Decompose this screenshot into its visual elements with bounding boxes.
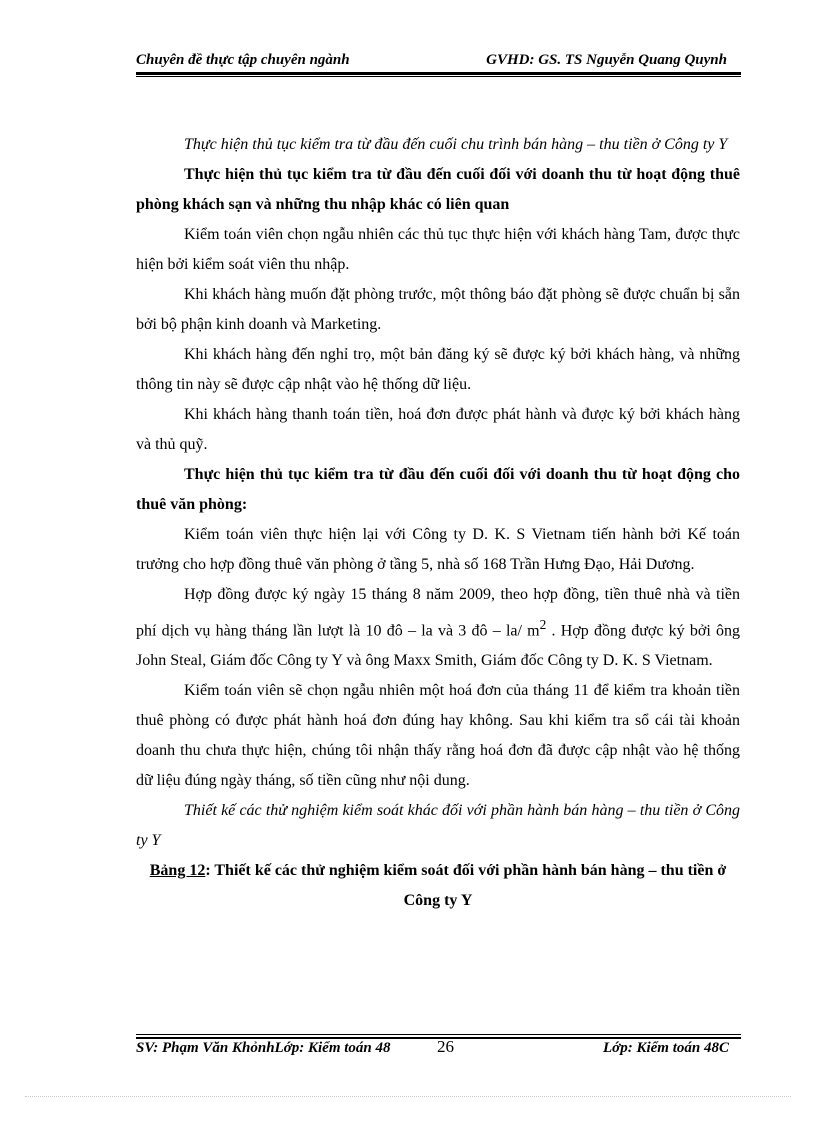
table-label: Bảng 12 bbox=[149, 862, 206, 880]
subheading-office-rental: Thực hiện thủ tục kiểm tra từ đầu đến cuối đối với doanh thu từ hoạt động cho thuê văn phòng: bbox=[136, 466, 740, 513]
footer-student: SV: Phạm Văn KhỏnhLớp: Kiểm toán 48 bbox=[136, 1040, 391, 1056]
header-course-title: Chuyên đề thực tập chuyên ngành bbox=[136, 52, 350, 68]
page-footer bbox=[136, 1037, 741, 1064]
page-header bbox=[136, 50, 741, 74]
footer-rule-thin bbox=[136, 1034, 741, 1035]
paragraph-office-contract: Kiểm toán viên thực hiện lại với Công ty D. K. S Vietnam tiến hành bởi Kế toán trưởng cho hợp đồng thuê văn phòng ở tầng 5, nhà số 168 Trần Hưng Đạo, Hải Dương. bbox=[136, 526, 740, 573]
paragraph-payment: Khi khách hàng thanh toán tiền, hoá đơn được phát hành và được ký bởi khách hàng và thủ quỹ. bbox=[136, 406, 740, 453]
table-title: : Thiết kế các thử nghiệm kiểm soát đối với phần hành bán hàng – thu tiền ở Công ty Y bbox=[205, 862, 727, 910]
paragraph-contract-terms bbox=[136, 580, 740, 676]
superscript-squared: 2 bbox=[539, 617, 547, 632]
paragraph-invoice-check: Kiểm toán viên sẽ chọn ngẫu nhiên một hoá đơn của tháng 11 để kiểm tra khoản tiền thuê phòng có được phát hành hoá đơn đúng hay không. Sau khi kiểm tra sổ cái tài khoản doanh thu chưa thực hiện, chúng tôi nhận thấy rằng hoá đơn đã được cập nhật vào hệ thống dữ liệu đúng ngày tháng, số tiền cũng như nội dung. bbox=[136, 682, 740, 790]
contract-terms-text-a: Hợp đồng được ký ngày 15 tháng 8 năm 2009, theo hợp đồng, tiền thuê nhà và tiền phí dịch vụ hàng tháng lần lượt là 10 đô – la và 3 đô – la/ m bbox=[136, 586, 740, 640]
header-rule-thick bbox=[136, 72, 741, 75]
section-heading-sales-cycle: Thực hiện thủ tục kiểm tra từ đầu đến cuối chu trình bán hàng – thu tiền ở Công ty Y bbox=[184, 136, 728, 153]
header-supervisor: GVHD: GS. TS Nguyễn Quang Quynh bbox=[486, 52, 727, 68]
page-break-dotted-line bbox=[25, 1096, 791, 1097]
table-caption bbox=[136, 856, 740, 916]
subheading-hotel-revenue: Thực hiện thủ tục kiểm tra từ đầu đến cuối đối với doanh thu từ hoạt động thuê phòng khách sạn và những thu nhập khác có liên quan bbox=[136, 166, 740, 213]
footer-class: Lớp: Kiểm toán 48C bbox=[603, 1040, 729, 1056]
header-rule-thin bbox=[136, 76, 741, 77]
section-heading-control-tests: Thiết kế các thử nghiệm kiểm soát khác đối với phần hành bán hàng – thu tiền ở Công ty Y bbox=[136, 802, 740, 850]
page-body bbox=[136, 130, 740, 916]
paragraph-random-selection: Kiểm toán viên chọn ngẫu nhiên các thủ tục thực hiện với khách hàng Tam, được thực hiện bởi kiểm soát viên thu nhập. bbox=[136, 226, 740, 273]
paragraph-booking: Khi khách hàng muốn đặt phòng trước, một thông báo đặt phòng sẽ được chuẩn bị sẵn bởi bộ phận kinh doanh và Marketing. bbox=[136, 286, 740, 333]
page-number: 26 bbox=[437, 1037, 454, 1056]
paragraph-registration: Khi khách hàng đến nghỉ trọ, một bản đăng ký sẽ được ký bởi khách hàng, và những thông tin này sẽ được cập nhật vào hệ thống dữ liệu. bbox=[136, 346, 740, 393]
contract-terms-text-b: . Hợp đồng được ký bởi ông John Steal, Giám đốc Công ty Y và ông Maxx Smith, Giám đốc Công ty D. K. S Vietnam. bbox=[136, 622, 741, 670]
